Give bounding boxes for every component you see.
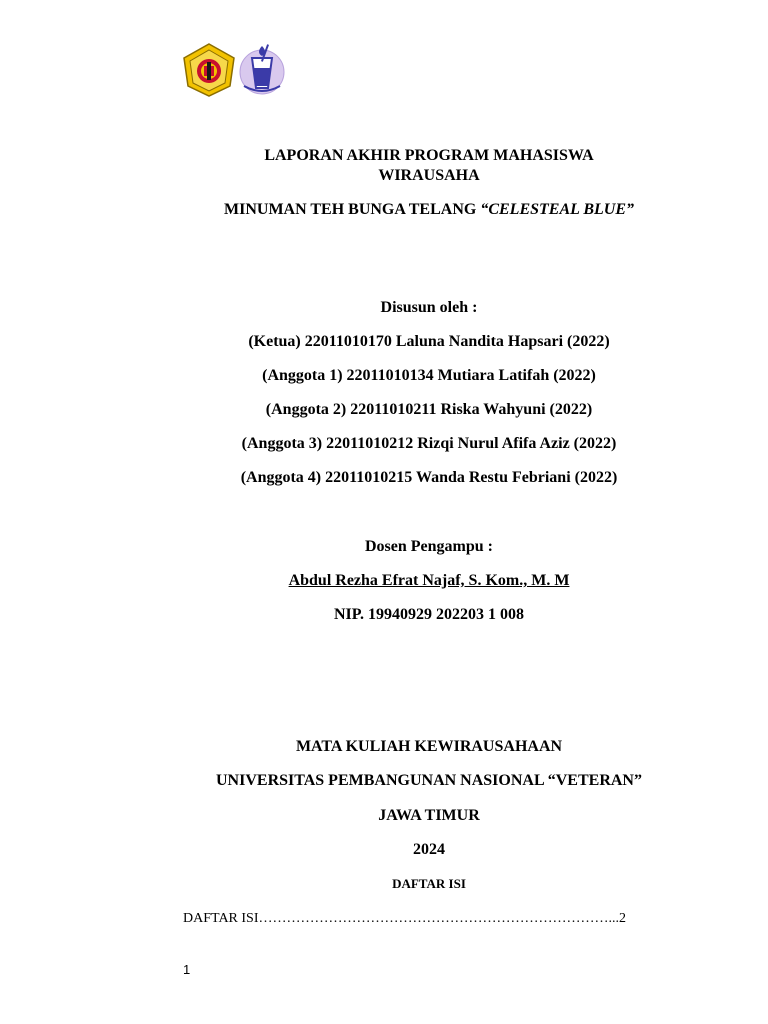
report-year: 2024 — [413, 841, 445, 858]
author-member: (Anggota 3) 22011010212 Rizqi Nurul Afifa Aziz (2022) — [241, 435, 617, 452]
subtitle-prefix: MINUMAN TEH BUNGA TELANG — [224, 201, 481, 218]
author-member: (Ketua) 22011010170 Laluna Nandita Hapsari (2022) — [248, 333, 610, 350]
university-region: JAWA TIMUR — [378, 807, 480, 824]
product-subtitle — [60, 200, 768, 220]
author-member: (Anggota 4) 22011010215 Wanda Restu Febriani (2022) — [240, 469, 618, 486]
toc-entry[interactable]: DAFTAR ISI…………………………………………………………………...2 — [183, 911, 626, 926]
lecturer-heading: Dosen Pengampu : — [364, 538, 493, 555]
report-title-line-1: LAPORAN AKHIR PROGRAM MAHASISWA — [264, 147, 594, 164]
celesteal-blue-logo-icon — [238, 42, 286, 98]
page-number: 1 — [183, 962, 191, 977]
author-member: (Anggota 1) 22011010134 Mutiara Latifah (2022) — [262, 367, 596, 384]
toc-heading: DAFTAR ISI — [392, 876, 466, 891]
course-name: MATA KULIAH KEWIRAUSAHAAN — [295, 738, 563, 755]
university-name: UNIVERSITAS PEMBANGUNAN NASIONAL “VETERAN” — [216, 772, 642, 789]
subtitle-brand: “CELESTEAL BLUE” — [480, 201, 634, 218]
authors-heading: Disusun oleh : — [380, 299, 478, 316]
author-member: (Anggota 2) 22011010211 Riska Wahyuni (2022) — [265, 401, 593, 418]
university-logo-icon — [182, 42, 236, 98]
report-title-line-2: WIRAUSAHA — [378, 167, 480, 184]
lecturer-name — [60, 571, 768, 591]
lecturer-name-text: Abdul Rezha Efrat Najaf, S. Kom., M. M — [288, 572, 570, 589]
lecturer-nip: NIP. 19940929 202203 1 008 — [333, 606, 525, 623]
